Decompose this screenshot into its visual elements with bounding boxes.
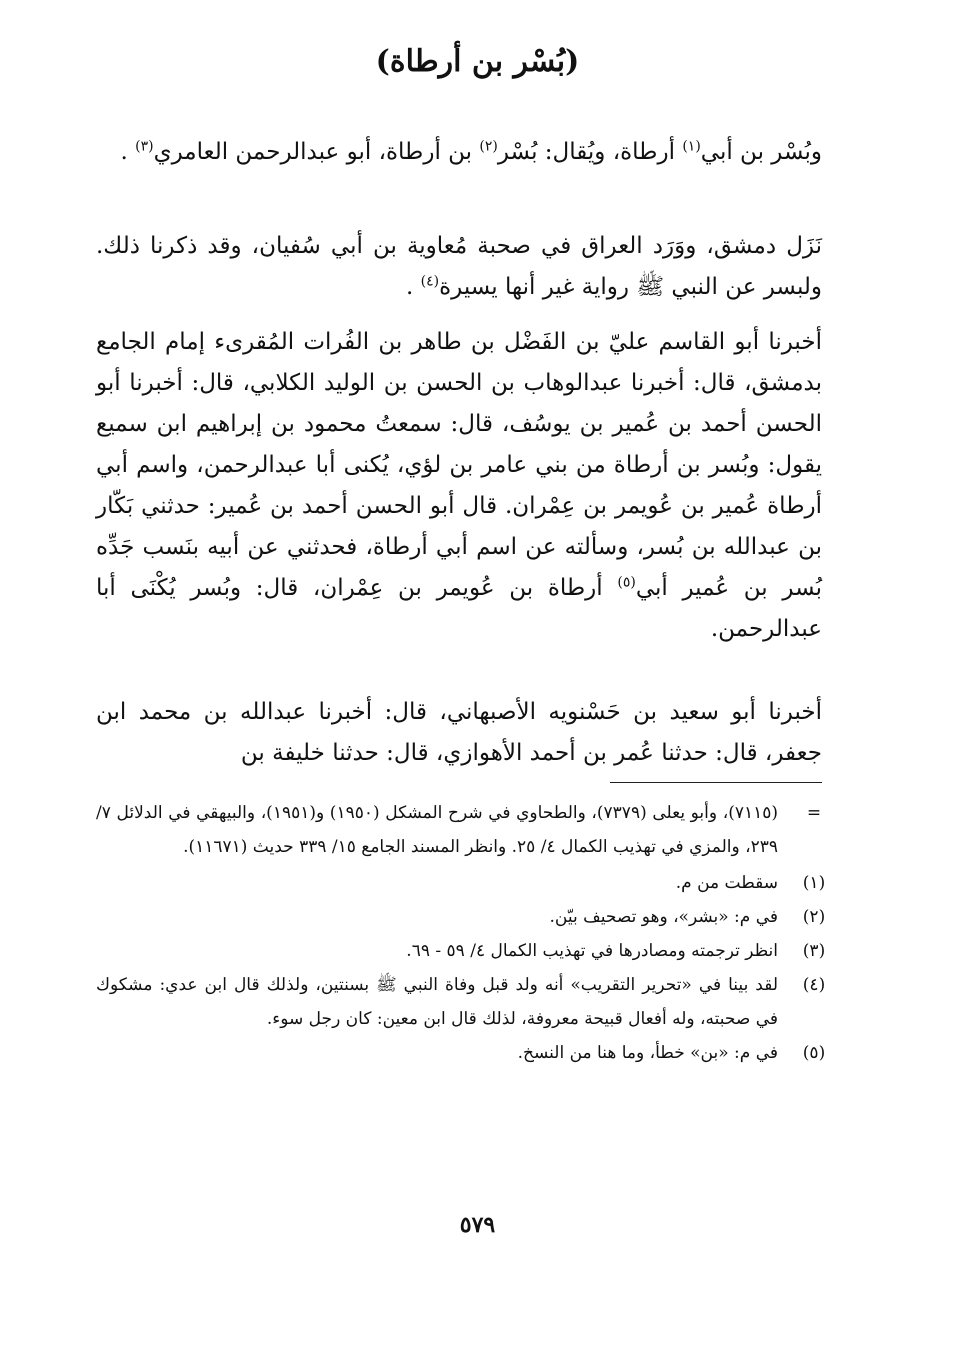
footnote-item (96, 900, 836, 934)
footnote-text: سقطت من م. (675, 873, 778, 893)
footnote-number: (٥) (802, 1043, 826, 1063)
footnote-item (96, 1036, 836, 1070)
paragraph-isnad-1 (96, 322, 822, 650)
paragraph-intro (96, 132, 822, 173)
footnote-item (96, 934, 836, 968)
footnote-ref: (١) (682, 138, 701, 155)
footnote-text: في م: «بن» خطأ، وما هنا من النسخ. (517, 1043, 778, 1063)
paragraph-text: بن أرطاة، أبو عبدالرحمن العامري (153, 139, 480, 165)
footnote-item (96, 968, 836, 1036)
footnotes (96, 796, 836, 1070)
footnote-text: (٧١١٥)، وأبو يعلى (٧٣٧٩)، والطحاوي في شرح المشكل (١٩٥٠) و(١٩٥١)، والبيهقي في الدلائل ٧/ ٢٣٩، والمزي في تهذيب الكمال ٤/ ٢٥. وانظر المسند الجامع ١٥/ ٣٣٩ حديث (١١٦٧١). (96, 803, 778, 857)
page-title: (بُسْر بن أرطاة) (375, 44, 580, 79)
footnote-divider (610, 782, 822, 783)
footnote-item (96, 796, 836, 864)
paragraph-text: . (406, 274, 421, 300)
footnote-number: (٢) (802, 907, 826, 927)
footnote-ref: (٤) (420, 273, 440, 290)
paragraph-text: أخبرنا أبو سعيد بن حَسْنويه الأصبهاني، قال: أخبرنا عبدالله بن محمد ابن جعفر، قال: حدثنا عُمر بن أحمد الأهوازي، قال: حدثنا خليفة بن (96, 699, 822, 766)
paragraph-text: أرطاة بن عُويمر بن عِمْران، قال: وبُسر يُكْنَى أبا عبدالرحمن. (96, 575, 822, 642)
paragraph-text: أخبرنا أبو القاسم عليّ بن الفَضْل بن طاهر بن الفُرات المُقرىء إمام الجامع بدمشق، قال: أخبرنا عبدالوهاب بن الحسن بن الوليد الكلابي، قال: أخبرنا أبو الحسن أحمد بن عُمير بن يوسُف، قال: سمعتُ محمود بن إبراهيم ابن سميع يقول: وبُسر بن أرطاة من بني عامر بن لؤي، يُكنى أبا عبدالرحمن، واسم أبي أرطاة عُمير بن عُويمر بن عِمْران. قال أبو الحسن أحمد بن عُمير: حدثني بَكّار بن عبدالله بن بُسر، وسألته عن اسم أبي أرطاة، فحدثني عن أبيه بنَسب جَدِّه بُسر بن عُمير أبي (96, 329, 822, 601)
paragraph-text: . (120, 139, 136, 165)
footnote-text: لقد بينا في «تحرير التقريب» أنه ولد قبل وفاة النبي ﷺ بسنتين، ولذلك قال ابن عدي: مشكوك في صحبته، وله أفعال قبيحة معروفة، لذلك قال ابن معين: كان رجل سوء. (96, 975, 778, 1029)
paragraph-text: أرطاة، ويُقال: بُسْر (497, 139, 683, 165)
footnote-text: انظر ترجمته ومصادرها في تهذيب الكمال ٤/ ٥٩ - ٦٩. (406, 941, 778, 961)
footnote-text: في م: «بشر»، وهو تصحيف بيّن. (549, 907, 778, 927)
page-number: ٥٧٩ (459, 1212, 496, 1238)
paragraph-isnad-2 (96, 692, 822, 774)
footnote-number: (٤) (802, 975, 826, 995)
footnote-number: (١) (802, 873, 826, 893)
footnote-item (96, 866, 836, 900)
footnote-ref: (٥) (617, 574, 636, 591)
paragraph-residence (96, 226, 822, 308)
footnote-ref: (٢) (479, 138, 498, 155)
footnote-ref: (٣) (135, 138, 154, 155)
paragraph-text: نَزَل دمشق، ووَرَد العراق في صحبة مُعاوية بن أبي سُفيان، وقد ذكرنا ذلك. ولبسر عن النبي ﷺ رواية غير أنها يسيرة (96, 233, 822, 300)
paragraph-text: وبُسْر بن أبي (700, 139, 822, 165)
footnote-number: (٣) (802, 941, 826, 961)
footnote-number: = (806, 803, 822, 823)
